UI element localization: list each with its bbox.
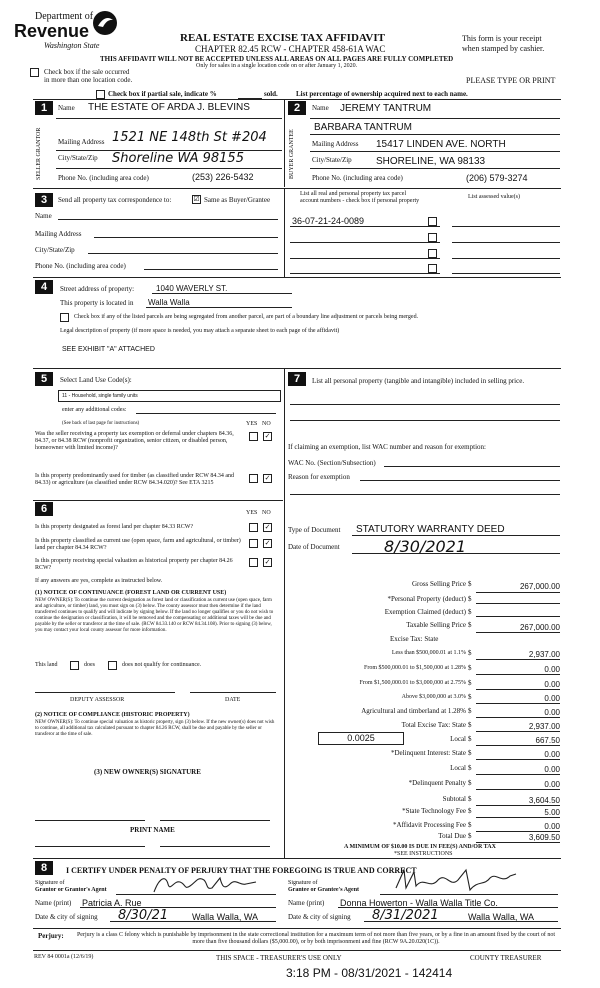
bracket-2-dollar: $ (468, 664, 472, 672)
send-correspondence-label: Send all property tax correspondence to: (58, 196, 172, 204)
assessed-head: List assessed value(s) (468, 194, 520, 200)
notice-continuance-body: NEW OWNER(S): To continue the current designation as forest land or classification as current use (open space, farm and agriculture, or timber) land, you must sign on (3) below. The county assessor must then determine if the land transferred continues to qualify and will indicate by signing below. If the land no longer qualifies or you do not wish to continue the designation or classification, it will be removed and the compensating or additional taxes will be due and payable by the seller or transferor at the time of sale. (RCW 84.33.140 or RCW 84.34.108). Prior to signing (3) below, you may contact your local county assessor for more information. (35, 598, 274, 633)
bracket-3-label: From $1,500,000.01 to $3,000,000 at 2.75% (359, 680, 466, 686)
see-back-label: (See back of last page for instructions) (62, 421, 140, 426)
processing-fee-dollar: $ (468, 821, 472, 829)
grantee-sig-label-2: Grantee or Grantee's Agent (288, 887, 360, 893)
s6-no-label: NO (262, 510, 271, 516)
total-state-value[interactable]: 2,937.00 (528, 722, 560, 731)
if-any-yes: If any answers are yes, complete as instructed below. (35, 578, 163, 584)
grantor-sig-label-1: Signature of (35, 880, 65, 886)
perjury-title: Perjury: (38, 932, 64, 940)
grantee-signature[interactable] (390, 866, 520, 896)
bracket-4-value[interactable]: 0.00 (544, 694, 560, 703)
taxable-dollar: $ (468, 621, 472, 629)
gross-dollar: $ (468, 580, 472, 588)
total-due-label: Total Due (438, 832, 466, 840)
buyer-phone-label: Phone No. (including area code) (312, 174, 403, 182)
revenue-logo-icon (92, 10, 118, 36)
local-value[interactable]: 667.50 (535, 736, 560, 745)
buyer-city-label: City/State/Zip (312, 156, 352, 164)
agency-logo: Revenue (14, 21, 90, 41)
this-land-label: This land (35, 662, 58, 668)
doc-type-value[interactable]: STATUTORY WARRANTY DEED (356, 524, 505, 535)
current-use-yes-checkbox[interactable] (249, 539, 258, 548)
timber-no-checkbox[interactable]: ✓ (264, 474, 271, 482)
land-does-checkbox[interactable] (70, 661, 79, 670)
form-title: REAL ESTATE EXCISE TAX AFFIDAVIT (180, 32, 385, 44)
personal-dollar: $ (468, 595, 472, 603)
agricultural-label: Agricultural and timberland at 1.28% (361, 707, 466, 715)
seller-city-value[interactable]: Shoreline WA 98155 (112, 151, 244, 166)
personal-property-label: List all personal property (tangible and intangible) included in selling price. (312, 377, 525, 385)
section-7-number: 7 (288, 372, 306, 386)
buyer-city-value[interactable]: SHORELINE, WA 98133 (376, 156, 486, 167)
taxable-value[interactable]: 267,000.00 (519, 623, 560, 632)
buyer-mail-label: Mailing Address (312, 140, 359, 148)
located-value[interactable]: Walla Walla (148, 298, 190, 307)
section-1-number: 1 (35, 101, 53, 115)
street-value[interactable]: 1040 WAVERLY ST. (156, 284, 228, 293)
doc-date-value[interactable]: 8/30/2021 (384, 537, 467, 556)
delinquent-local-value[interactable]: 0.00 (544, 765, 560, 774)
exemption-dollar: $ (468, 608, 472, 616)
parcel-3-checkbox[interactable] (428, 249, 437, 258)
tech-fee-dollar: $ (468, 807, 472, 815)
delinquent-penalty-label: *Delinquent Penalty (408, 779, 466, 787)
form-subwarning: Only for sales in a single location code on or after January 1, 2020. (196, 63, 358, 69)
delinquent-interest-value[interactable]: 0.00 (544, 750, 560, 759)
processing-fee-value[interactable]: 0.00 (544, 822, 560, 831)
parcel-4-checkbox[interactable] (428, 264, 437, 273)
subtotal-dollar: $ (468, 795, 472, 803)
bracket-2-label: From $500,000.01 to $1,500,000 at 1.28% (364, 665, 466, 671)
subtotal-value[interactable]: 3,604.50 (528, 796, 560, 805)
current-use-no-checkbox[interactable]: ✓ (264, 539, 271, 547)
grantor-date-value[interactable]: 8/30/21 (118, 908, 169, 923)
seller-name-label: Name (58, 104, 75, 112)
street-label: Street address of property: (60, 285, 135, 293)
local-dollar: $ (468, 735, 472, 743)
s5-no-label: NO (262, 421, 271, 427)
buyer-phone-value[interactable]: (206) 579-3274 (466, 173, 528, 183)
seller-phone-label: Phone No. (including area code) (58, 174, 149, 182)
grantor-sig-label-2: Grantor or Grantor's Agent (35, 887, 107, 893)
receipt-note-1: This form is your receipt (462, 34, 542, 43)
same-as-buyer-checkbox[interactable]: ☑ (193, 195, 200, 203)
partial-sale-label: Check box if partial sale, indicate % (108, 90, 217, 98)
delinquent-interest-label: *Delinquent Interest: State (390, 749, 466, 757)
print-name-label: PRINT NAME (130, 826, 175, 834)
exemption-question: Was the seller receiving a property tax exemption or deferral under chapters 84.36, 84.37, or 84.38 RCW (nonprofit organization, senior citizen, or disabled person, homeowner with limited income)? (35, 431, 234, 451)
ownership-pct-label: List percentage of ownership acquired next to each name. (296, 90, 468, 98)
buyer-name-label: Name (312, 104, 329, 112)
excise-state-label: Excise Tax: State (390, 635, 439, 643)
delinquent-interest-dollar: $ (468, 749, 472, 757)
processing-fee-label: *Affidavit Processing Fee (393, 821, 466, 829)
receipt-note-2: when stamped by cashier. (462, 44, 545, 53)
exemption-claimed-label: Exemption Claimed (deduct) (384, 608, 466, 616)
grantee-name-label: Name (print) (288, 899, 325, 907)
delinquent-penalty-dollar: $ (468, 779, 472, 787)
wac-label: WAC No. (Section/Subsection) (288, 459, 376, 467)
bracket-1-dollar: $ (468, 649, 472, 657)
bracket-1-label: Less than $500,000.01 at 1.1% (391, 650, 466, 656)
seller-side-label: SELLER GRANTOR (36, 127, 42, 181)
legal-description-label: Legal description of property (if more space is needed, you may attach a separate sheet to each page of the affidavit) (60, 328, 340, 334)
seller-mail-value[interactable]: 1521 NE 148th St #204 (112, 130, 267, 145)
partial-sold-label: sold. (264, 90, 278, 98)
agricultural-dollar: $ (468, 707, 472, 715)
located-label: This property is located in (60, 299, 134, 307)
assessor-date-label: DATE (225, 697, 241, 703)
seller-city-label: City/State/Zip (58, 154, 98, 162)
bracket-1-value[interactable]: 2,937.00 (528, 650, 560, 659)
delinquent-penalty-value[interactable]: 0.00 (544, 780, 560, 789)
current-use-question: Is this property classified as current use (open space, farm and agricultural, or timber) land per chapter 84.34 RCW? (35, 538, 241, 551)
grantee-city-value[interactable]: Walla Walla, WA (468, 912, 535, 922)
seller-phone-value[interactable]: (253) 226-5432 (192, 172, 254, 182)
form-warning: THIS AFFIDAVIT WILL NOT BE ACCEPTED UNLESS ALL AREAS ON ALL PAGES ARE FULLY COMPLETED (100, 55, 454, 63)
partial-sale-checkbox[interactable] (96, 90, 105, 99)
forest-question: Is this property designated as forest land per chapter 84.33 RCW? (35, 524, 194, 530)
grantor-signature[interactable] (150, 872, 260, 896)
section-3-number: 3 (35, 193, 53, 207)
grantor-date-label: Date & city of signing (35, 913, 98, 921)
does-label: does (84, 662, 95, 668)
multi-location-label-2: in more than one location code. (44, 76, 133, 84)
does-not-qualify-label: does not qualify for continuance. (122, 662, 202, 668)
total-due-dollar: $ (468, 832, 472, 840)
segregated-checkbox[interactable] (60, 313, 69, 322)
tech-fee-value[interactable]: 5.00 (544, 808, 560, 817)
treasurer-stamp: 3:18 PM - 08/31/2021 - 142414 (286, 966, 453, 980)
corr-phone-label: Phone No. (including area code) (35, 262, 126, 270)
timber-question: Is this property predominantly used for timber (as classified under RCW 84.34 and 84.33) or agriculture (as classified under RCW 84.34.020)? See ETA 3215 (35, 473, 235, 486)
s5-yes-label: YES (246, 421, 258, 427)
parcel-2-checkbox[interactable] (428, 233, 437, 242)
exemption-no-checkbox[interactable]: ✓ (264, 432, 271, 440)
historic-yes-checkbox[interactable] (249, 558, 258, 567)
bracket-3-dollar: $ (468, 679, 472, 687)
dept-label: Department of (35, 11, 94, 22)
same-as-buyer-label: Same as Buyer/Grantee (204, 196, 271, 204)
land-does-not-checkbox[interactable] (108, 661, 117, 670)
rev-number: REV 84 0001a (12/6/19) (34, 954, 94, 960)
treasurer-space-label: THIS SPACE - TREASURER'S USE ONLY (216, 954, 342, 962)
grantee-date-label: Date & city of signing (288, 913, 351, 921)
s6-yes-label: YES (246, 510, 258, 516)
land-use-label: Select Land Use Code(s): (60, 376, 132, 384)
legal-description-value[interactable]: SEE EXHIBIT "A" ATTACHED (62, 346, 155, 353)
claim-exemption-label: If claiming an exemption, list WAC number and reason for exemption: (288, 443, 486, 451)
delinquent-local-dollar: $ (468, 764, 472, 772)
multi-location-label-1: Check box if the sale occurred (44, 68, 130, 76)
buyer-name-1[interactable]: JEREMY TANTRUM (340, 103, 432, 114)
subtotal-label: Subtotal (442, 795, 466, 803)
total-state-dollar: $ (468, 721, 472, 729)
taxable-label: Taxable Selling Price (406, 621, 466, 629)
notice-continuance-title: (1) NOTICE OF CONTINUANCE (FOREST LAND OR CURRENT USE) (35, 590, 227, 596)
total-state-label: Total Excise Tax: State (401, 721, 466, 729)
parcel-head-1: List all real and personal property tax parcel (300, 191, 407, 197)
grantor-name-value[interactable]: Patricia A. Rue (82, 898, 142, 908)
county-treasurer-label: COUNTY TREASURER (470, 954, 542, 962)
please-type: PLEASE TYPE OR PRINT (466, 76, 556, 85)
form-chapter: CHAPTER 82.45 RCW - CHAPTER 458-61A WAC (195, 44, 386, 54)
timber-yes-checkbox[interactable] (249, 474, 258, 483)
local-rate-input[interactable]: 0.0025 (318, 732, 404, 745)
certify-statement: I CERTIFY UNDER PENALTY OF PERJURY THAT THE FOREGOING IS TRUE AND CORRECT (66, 866, 417, 875)
notice-compliance-title: (2) NOTICE OF COMPLIANCE (HISTORIC PROPERTY) (35, 712, 190, 718)
historic-no-checkbox[interactable]: ✓ (264, 558, 271, 566)
delinquent-local-label: Local (450, 764, 466, 772)
section-6-number: 6 (35, 502, 53, 516)
forest-yes-checkbox[interactable] (249, 523, 258, 532)
seller-mail-label: Mailing Address (58, 138, 105, 146)
doc-type-label: Type of Document (288, 526, 341, 534)
bracket-4-dollar: $ (468, 693, 472, 701)
parcel-number[interactable]: 36-07-21-24-0089 (292, 216, 365, 226)
tech-fee-label: *State Technology Fee (402, 807, 466, 815)
gross-value[interactable]: 267,000.00 (519, 582, 560, 591)
bracket-4-label: Above $3,000,000 at 3.0% (401, 694, 466, 700)
seller-name-value[interactable]: THE ESTATE OF ARDA J. BLEVINS (88, 102, 250, 113)
bracket-3-value[interactable]: 0.00 (544, 680, 560, 689)
reason-label: Reason for exemption (288, 473, 350, 481)
section-5-number: 5 (35, 372, 53, 386)
gross-label: Gross Selling Price (411, 580, 466, 588)
local-label: Local (450, 735, 466, 743)
exemption-yes-checkbox[interactable] (249, 432, 258, 441)
segregated-label: Check box if any of the listed parcels are being segregated from another parcel, are part of a boundary line adjustment or parcels being merged. (74, 314, 419, 320)
historic-question: Is this property receiving special valuation as historical property per chapter 84.26 RCW? (35, 558, 233, 571)
parcel-head-2: account numbers - check box if personal property (300, 198, 420, 204)
parcel-1-checkbox[interactable] (428, 217, 437, 226)
additional-codes-label: enter any additional codes: (62, 407, 127, 413)
corr-mail-label: Mailing Address (35, 230, 82, 238)
grantee-date-value[interactable]: 8/31/2021 (372, 908, 439, 923)
land-use-select[interactable]: 11 - Household, single family units (58, 390, 281, 402)
doc-date-label: Date of Document (288, 543, 340, 551)
notice-compliance-body: NEW OWNER(S): To continue special valuation as historic property, sign (3) below. If the new owner(s) does not wish to continue, all additional tax calculated pursuant to chapter 84.26 RCW, shall be due and payable by the seller or transferor at the time of sale. (35, 720, 275, 737)
agricultural-value[interactable]: 0.00 (544, 708, 560, 717)
grantor-name-label: Name (print) (35, 899, 72, 907)
grantor-city-value[interactable]: Walla Walla, WA (192, 912, 259, 922)
state-label: Washington State (44, 41, 100, 50)
section-4-number: 4 (35, 280, 53, 294)
section-2-number: 2 (288, 101, 306, 115)
personal-label: *Personal Property (deduct) (387, 595, 466, 603)
total-due-value[interactable]: 3,609.50 (528, 833, 560, 842)
corr-name-label: Name (35, 212, 52, 220)
multi-location-checkbox[interactable] (30, 68, 39, 77)
bracket-2-value[interactable]: 0.00 (544, 665, 560, 674)
minimum-due-note: A MINIMUM OF $10.00 IS DUE IN FEE(S) AND/OR TAX (344, 844, 496, 850)
grantee-sig-label-1: Signature of (288, 880, 318, 886)
new-owner-signature-label: (3) NEW OWNER(S) SIGNATURE (94, 768, 201, 776)
buyer-mail-value[interactable]: 15417 LINDEN AVE. NORTH (376, 139, 506, 150)
perjury-text: Perjury is a class C felony which is punishable by imprisonment in the state correctional institution for a maximum term of not more than five years, or by a fine in an amount fixed by the court of not more than five thousand dollars ($5,000.00), or by both imprisonment and fine (RCW 9A.20.020(1C)). (76, 932, 556, 945)
grantee-name-value[interactable]: Donna Howerton - Walla Walla Title Co. (340, 898, 498, 908)
buyer-side-label: BUYER GRANTEE (289, 129, 295, 179)
deputy-assessor-label: DEPUTY ASSESSOR (70, 697, 125, 703)
see-instructions-note: *SEE INSTRUCTIONS (394, 851, 453, 857)
forest-no-checkbox[interactable]: ✓ (264, 523, 271, 531)
corr-city-label: City/State/Zip (35, 246, 75, 254)
buyer-name-2[interactable]: BARBARA TANTRUM (314, 122, 412, 133)
section-8-number: 8 (35, 861, 53, 875)
